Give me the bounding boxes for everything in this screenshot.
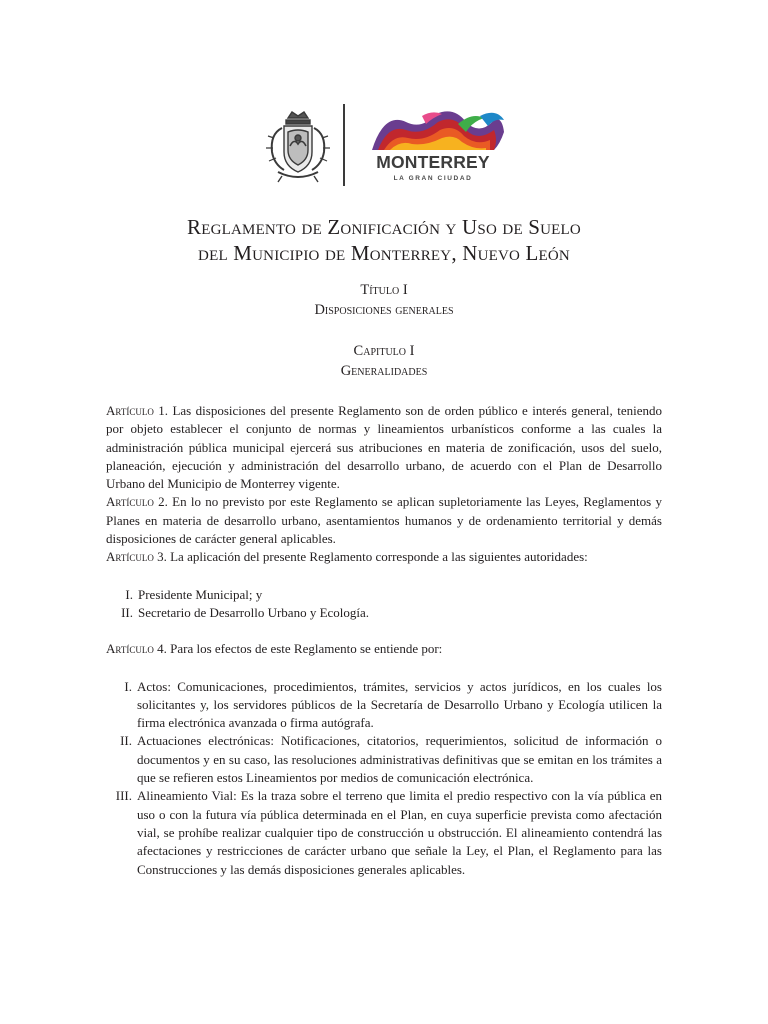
titulo-subheading: Disposiciones generales (314, 301, 454, 318)
logo-tagline: LA GRAN CIUDAD (393, 175, 473, 182)
list-item-text: Actuaciones electrónicas: Notificaciones, citatorios, requerimientos, solicitud de información o documentos y en su caso, las resoluciones administrativas definitivas que se emitan en los trámites a que se refieren estos Lineamientos por medios de comunicación electrónica. (137, 733, 662, 786)
article-3-text: La aplicación del presente Reglamento corresponde a las siguientes autoridades: (166, 549, 588, 565)
article-1 (106, 402, 662, 493)
article-4-label: Artículo 4. (106, 641, 167, 657)
capitulo-subheading: Generalidades (340, 362, 428, 379)
list-item-text: Alineamiento Vial: Es la traza sobre el terreno que limita el predio respectivo con la vía pública en uso o con la futura vía pública determinada en el Plan, en cuya superficie prevista como afectación vial, se prohíbe realizar cualquier tipo de construcción u obstrucción. El alineamiento contendrá las afectaciones y restricciones de carácter urbano que señale la Ley, el Plan, el Reglamento para las Construcciones y las demás disposiciones generales aplicables. (137, 788, 662, 877)
article-4-text: Para los efectos de este Reglamento se entiende por: (166, 641, 443, 657)
list-item (106, 678, 662, 733)
list-item-number: III. (115, 788, 132, 804)
titulo-heading: Título I (360, 282, 408, 298)
article-2-text: En lo no previsto por este Reglamento se aplican supletoriamente las Leyes, Reglamentos y Planes en materia de desarrollo urbano, asentamientos humanos y de ordenamiento territorial y demás disposiciones de carácter general aplicables. (106, 494, 662, 547)
capitulo-heading: Capitulo I (353, 343, 415, 359)
header-logos (0, 100, 768, 190)
list-item (106, 787, 662, 878)
coat-of-arms-icon (262, 108, 334, 184)
title-line-2: del Municipio de Monterrey, Nuevo León (198, 241, 570, 265)
list-item-number: I. (125, 586, 133, 602)
article-4 (106, 640, 662, 658)
list-item-number: II. (121, 604, 133, 620)
authorities-list (106, 586, 662, 623)
list-item (121, 604, 662, 622)
titulo-heading-block (0, 281, 768, 320)
article-3-label: Artículo 3. (106, 549, 167, 565)
logo-wordmark: MONTERREY (376, 152, 490, 172)
list-item (106, 732, 662, 787)
article-2-label: Artículo 2. (106, 494, 168, 510)
list-item-text: Presidente Municipal; y (138, 586, 263, 602)
list-item-text: Secretario de Desarrollo Urbano y Ecología. (138, 604, 370, 620)
list-item-number: II. (120, 733, 132, 749)
list-item-number: I. (124, 678, 132, 694)
document-title (0, 214, 768, 266)
definitions-list (106, 678, 662, 879)
article-2 (106, 493, 662, 548)
list-item-text: Actos: Comunicaciones, procedimientos, trámites, servicios y actos jurídicos, en los cuales los solicitantes y, los servidores públicos de la Secretaría de Desarrollo Urbano y Ecología utilicen la firma electrónica avanzada o firma autógrafa. (137, 678, 662, 731)
article-1-label: Artículo 1. (106, 403, 169, 418)
capitulo-heading-block (0, 342, 768, 381)
list-item (121, 586, 662, 604)
document-body (106, 402, 662, 879)
title-line-1: Reglamento de Zonificación y Uso de Suelo (187, 215, 581, 239)
article-1-text: Las disposiciones del presente Reglamento son de orden público e interés general, teniendo por objeto establecer el conjunto de normas y lineamientos urbanísticos conforme a las cuales la administración pública municipal ejercerá sus atribuciones en materia de zonificación, usos del suelo, planeación, ejecución y administración del desarrollo urbano, de acuerdo con el Plan de Desarrollo Urbano del Municipio de Monterrey vigente. (106, 403, 662, 492)
article-3 (106, 548, 662, 566)
logo-divider (343, 104, 345, 186)
monterrey-logo-icon (362, 106, 522, 186)
